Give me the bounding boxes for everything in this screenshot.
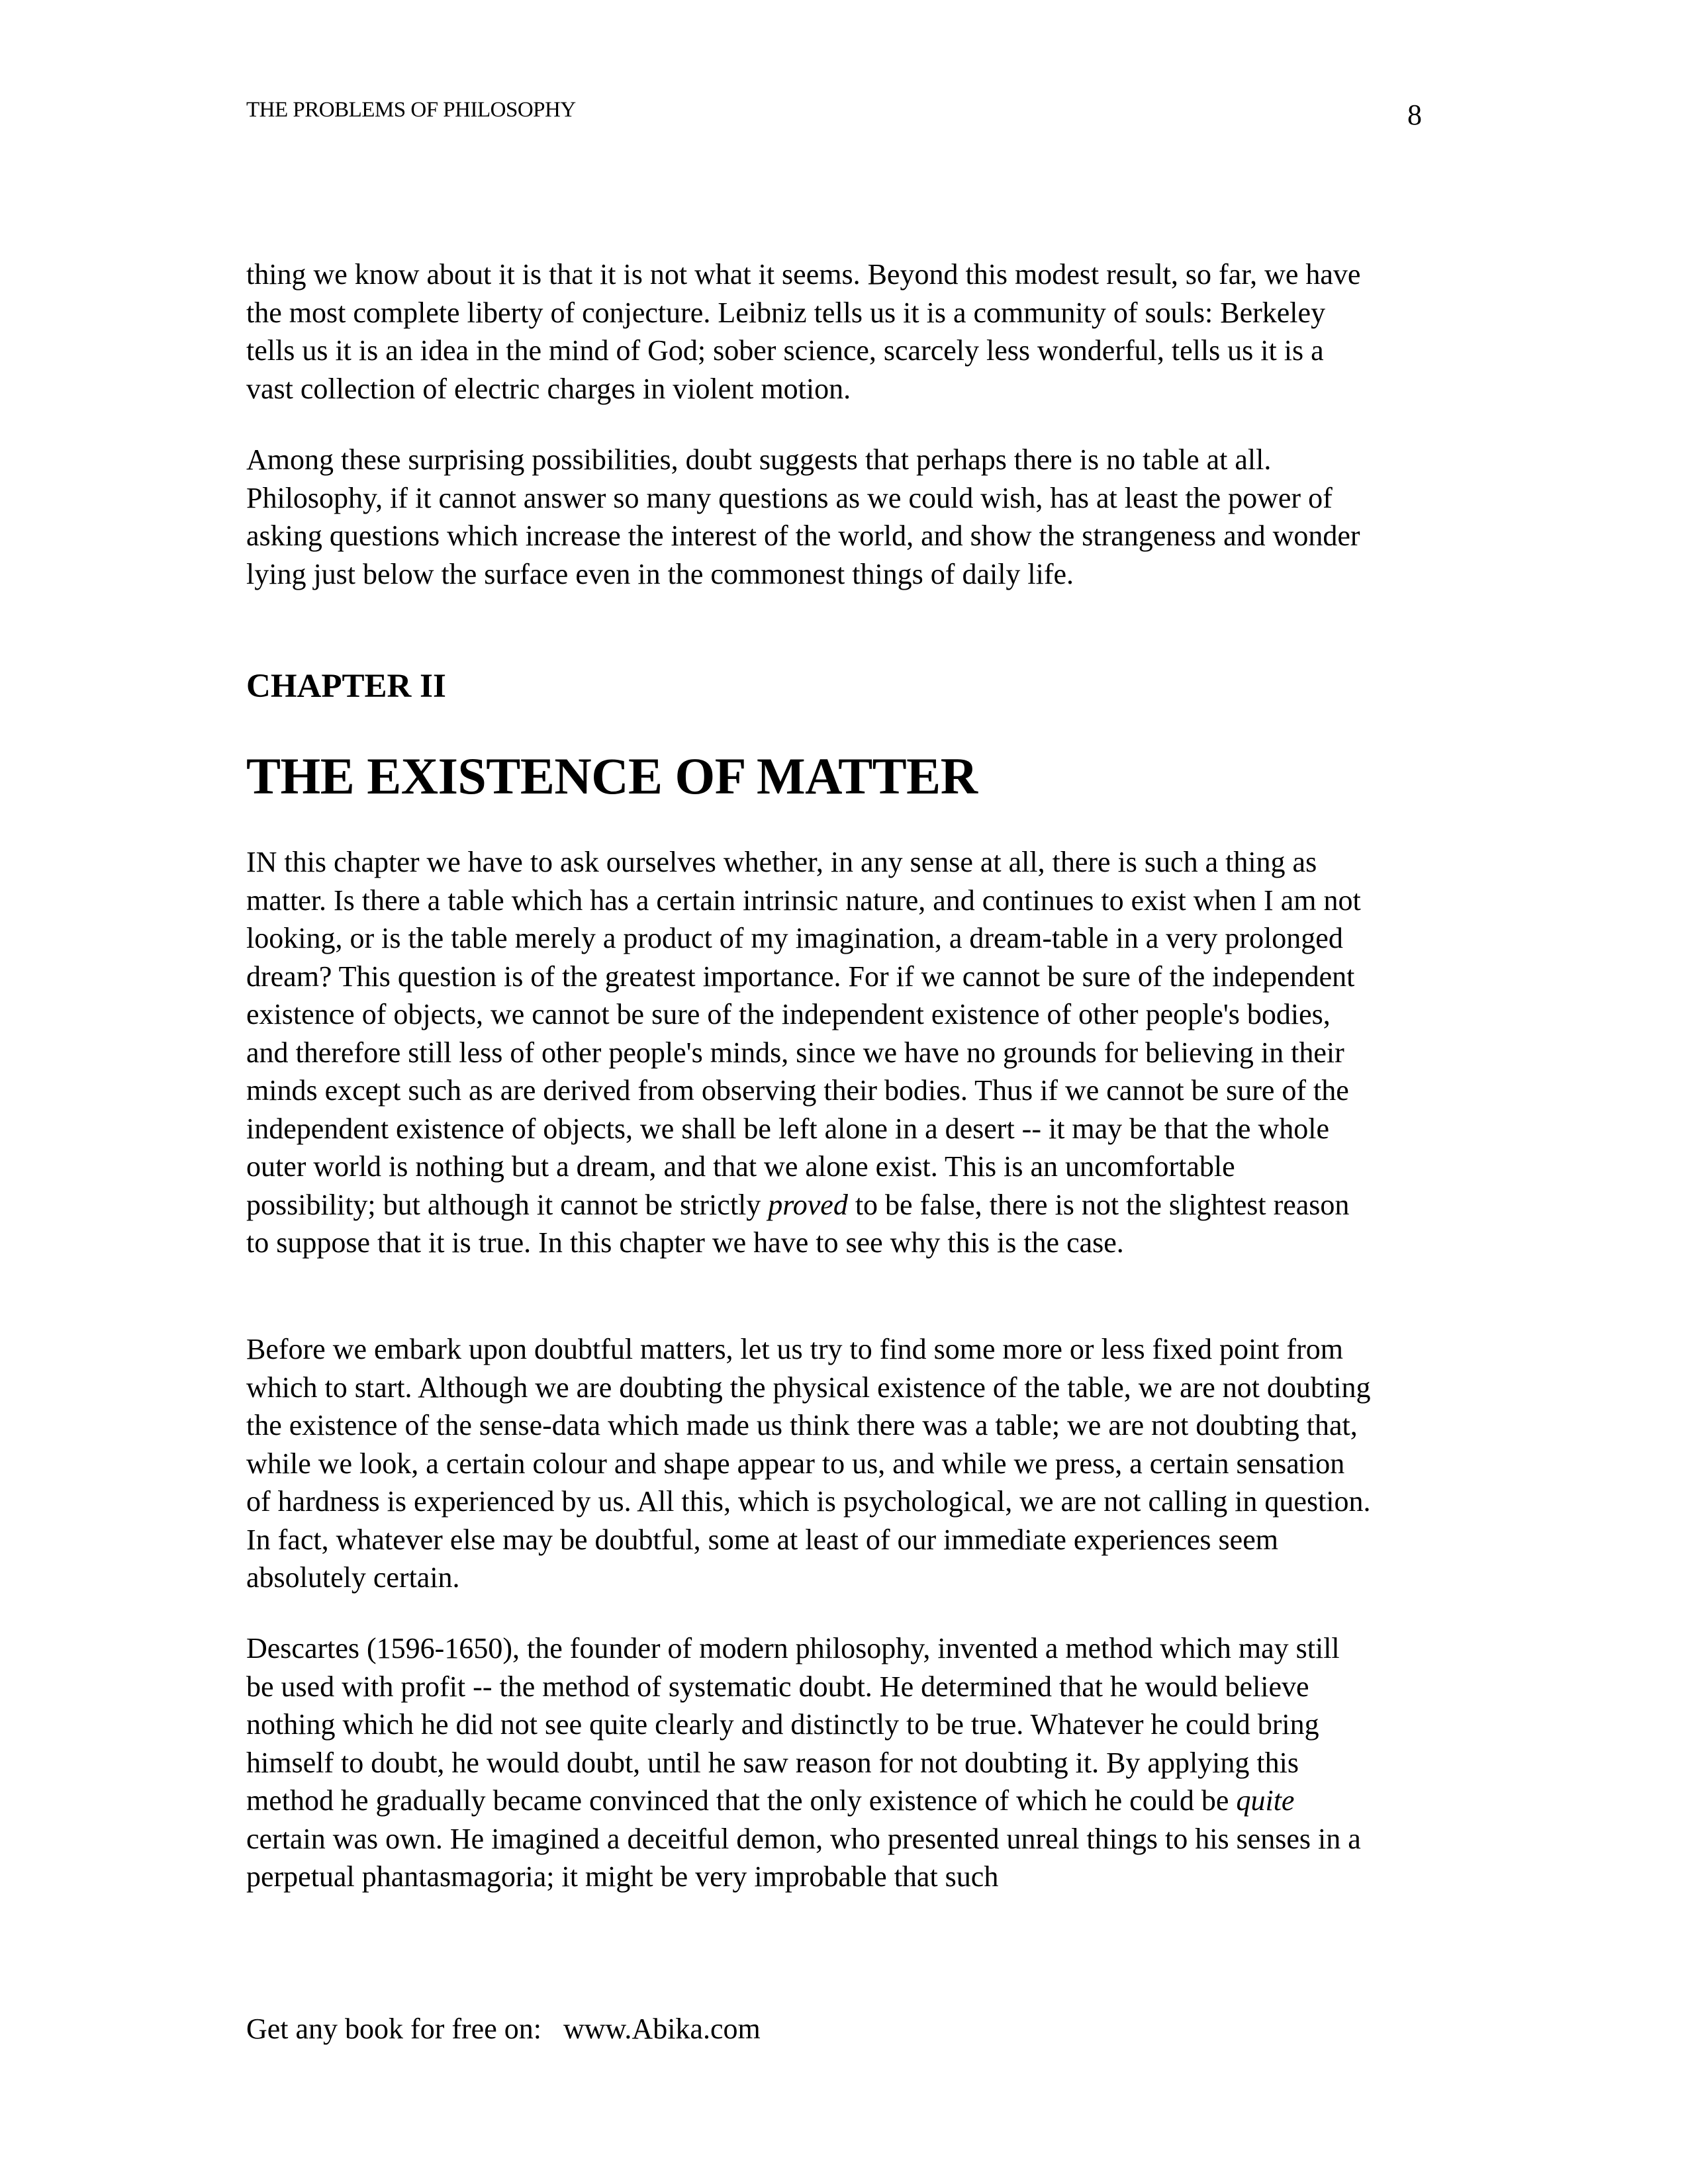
paragraph-3 [246,843,1372,1262]
paragraph-3-text-a: IN this chapter we have to ask ourselves whether, in any sense at all, there is such a thing as matter. Is there a table which has a certain intrinsic nature, and continues to exist when I am not looking, or is the table merely a product of my imagination, a dream-table in a very prolonged dream? This question is of the greatest importance. For if we cannot be sure of the independent existence of objects, we cannot be sure of the independent existence of other people's bodies, and therefore still less of other people's minds, since we have no grounds for believing in their minds except such as are derived from observing their bodies. Thus if we cannot be sure of the independent existence of objects, we shall be left alone in a desert -- it may be that the whole outer world is nothing but a dream, and that we alone exist. This is an uncomfortable possibility; but although it cannot be strictly [246,846,1361,1221]
emphasis-proved: proved [768,1188,848,1221]
footer-text: Get any book for free on: www.Abika.com [246,2013,761,2045]
paragraph-5 [246,1629,1372,1896]
chapter-title: THE EXISTENCE OF MATTER [246,747,978,805]
paragraph-5-text-a: Descartes (1596-1650), the founder of modern philosophy, invented a method which may still be used with profit -- the method of systematic doubt. He determined that he would believe nothing which he did not see quite clearly and distinctly to be true. Whatever he could bring himself to doubt, he would doubt, until he saw reason for not doubting it. By applying this method he gradually became convinced that the only existence of which he could be [246,1632,1340,1817]
paragraph-5-text-b: certain was own. He imagined a deceitful demon, who presented unreal things to his senses in a perpetual phantasmagoria; it might be very improbable that such [246,1822,1361,1893]
paragraph-2: Among these surprising possibilities, doubt suggests that perhaps there is no table at all. Philosophy, if it cannot answer so many questions as we could wish, has at least the power of asking questions which increase the interest of the world, and show the strangeness and wonder lying just below the surface even in the commonest things of daily life. [246,443,1360,590]
paragraph-1: thing we know about it is that it is not what it seems. Beyond this modest result, so far, we have the most complete liberty of conjecture. Leibniz tells us it is a community of souls: Berkeley tells us it is an idea in the mind of God; sober science, scarcely less wonderful, tells us it is a vast collection of electric charges in violent motion. [246,258,1361,405]
emphasis-quite: quite [1236,1784,1295,1817]
paragraph-4: Before we embark upon doubtful matters, let us try to find some more or less fixed point from which to start. Although we are doubting the physical existence of the table, we are not doubting the existence of the sense-data which made us think there was a table; we are not doubting that, while we look, a certain colour and shape appear to us, and while we press, a certain sensation of hardness is experienced by us. All this, which is psychological, we are not calling in question. In fact, whatever else may be doubtful, some at least of our immediate experiences seem absolutely certain. [246,1333,1371,1594]
chapter-label: CHAPTER II [246,668,446,705]
page-number: 8 [1407,99,1422,131]
running-title: THE PROBLEMS OF PHILOSOPHY [246,98,576,122]
paragraph-3-text-b: to be false, there is not the slightest reason to suppose that it is true. In this chapter we have to see why this is the case. [246,1188,1350,1259]
